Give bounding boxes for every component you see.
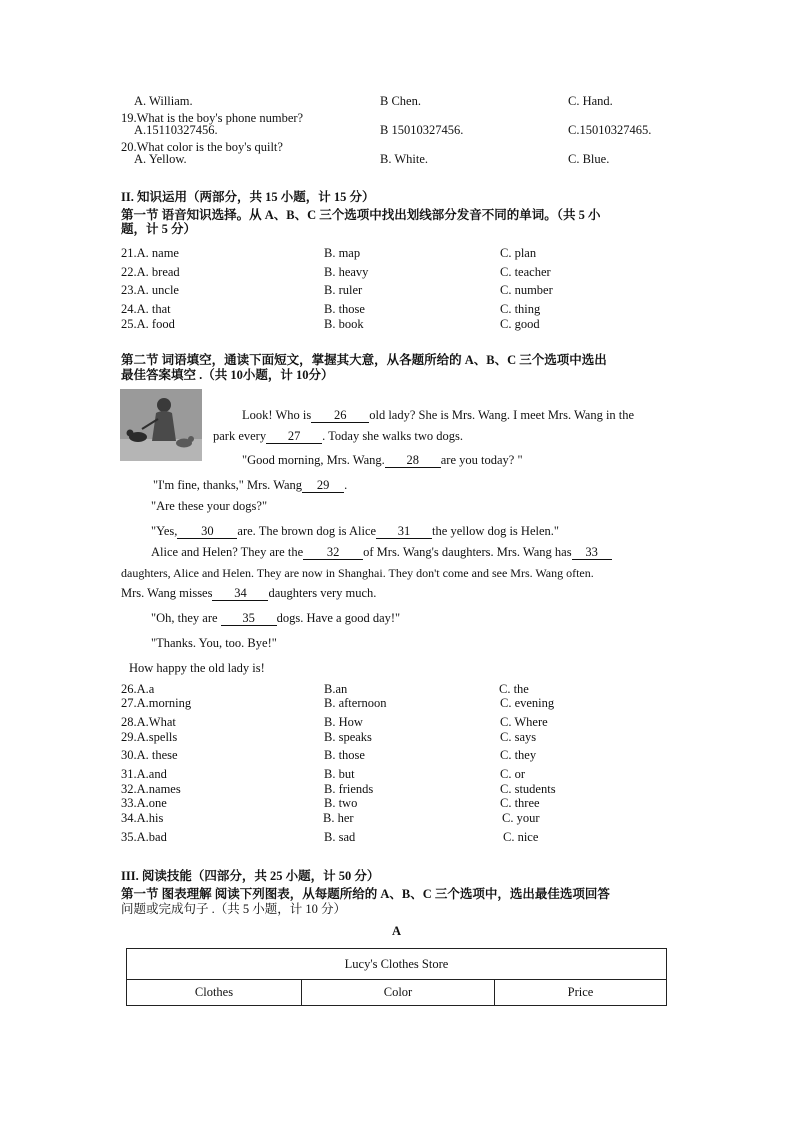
phonics-25-a: 25.A. food — [121, 317, 175, 331]
q18-option-a: A. William. — [134, 94, 193, 108]
phonics-24-a: 24.A. that — [121, 302, 171, 316]
q18-option-c: C. Hand. — [568, 94, 613, 108]
clothes-store-table — [126, 948, 667, 1006]
phonics-22-a: 22.A. bread — [121, 265, 180, 279]
passage-text: the yellow dog is Helen." — [432, 524, 559, 538]
passage-line-4 — [153, 478, 347, 493]
q20-option-b: B. White. — [380, 152, 429, 166]
blank-27: 27 — [266, 430, 322, 444]
cloze-27-a: 27.A.morning — [121, 696, 192, 710]
cloze-29-b: B. speaks — [324, 730, 372, 744]
part3-section1-text: 第一节 图表理解 阅读下列图表，从每题所给的 A、B、C 三个选项中，选出最佳选项回答 — [121, 887, 610, 901]
header-clothes: Clothes — [127, 980, 302, 1006]
cloze-31-a: 31.A.and — [121, 767, 167, 781]
phonics-21-c: C. plan — [500, 246, 537, 260]
cloze-29-c: C. says — [500, 730, 537, 744]
passage-a-label: A — [392, 924, 402, 938]
blank-34: 34 — [212, 587, 268, 601]
q19-option-a: A.15110327456. — [134, 123, 218, 137]
phonics-24-c: C. thing — [500, 302, 541, 316]
passage-text: dogs. Have a good day!" — [276, 611, 401, 625]
part3-heading: III. 阅读技能（四部分，共 25 小题，计 50 分） — [121, 869, 380, 883]
part3-section1-line1 — [121, 887, 610, 901]
passage-text: "Oh, they are — [151, 611, 221, 625]
passage-line-5: "Are these your dogs?" — [151, 499, 268, 513]
passage-line-1 — [242, 408, 634, 423]
part3-section1-line2: 问题或完成句子 .（共 5 小题，计 10 分） — [121, 902, 347, 916]
cloze-33-c: C. three — [500, 796, 540, 810]
cloze-26-b: B.an — [324, 682, 348, 696]
cloze-27-b: B. afternoon — [324, 696, 387, 710]
blank-32: 32 — [303, 546, 363, 560]
phonics-23-b: B. ruler — [324, 283, 363, 297]
cloze-35-a: 35.A.bad — [121, 830, 167, 844]
passage-text: park every — [213, 429, 267, 443]
q20-stem: 20.What color is the boy's quilt? — [121, 140, 283, 154]
cloze-33-b: B. two — [324, 796, 358, 810]
cloze-28-a: 28.A.What — [121, 715, 176, 729]
table-header-row — [127, 980, 667, 1006]
cloze-27-c: C. evening — [500, 696, 555, 710]
q19-option-c: C.15010327465. — [568, 123, 652, 137]
cloze-30-c: C. they — [500, 748, 537, 762]
phonics-24-b: B. those — [324, 302, 365, 316]
passage-text: of Mrs. Wang's daughters. Mrs. Wang has — [363, 545, 572, 559]
blank-33: 33 — [572, 546, 612, 560]
passage-text: Mrs. Wang misses — [121, 586, 213, 600]
q20-option-a: A. Yellow. — [134, 152, 187, 166]
passage-line-8: daughters, Alice and Helen. They are now in Shanghai. They don't come and see Mrs. Wang often. — [121, 566, 594, 580]
table-title: Lucy's Clothes Store — [127, 949, 667, 980]
cloze-34-b: B. her — [323, 811, 354, 825]
phonics-23-a: 23.A. uncle — [121, 283, 179, 297]
cloze-32-b: B. friends — [324, 782, 374, 796]
passage-line-2 — [213, 429, 463, 444]
blank-26: 26 — [311, 409, 369, 423]
cloze-29-a: 29.A.spells — [121, 730, 178, 744]
passage-line-9 — [121, 586, 376, 601]
passage-line-7 — [151, 545, 612, 560]
cloze-28-c: C. Where — [500, 715, 548, 729]
phonics-25-c: C. good — [500, 317, 540, 331]
cloze-35-c: C. nice — [503, 830, 539, 844]
cloze-26-a: 26.A.a — [121, 682, 155, 696]
cloze-31-b: B. but — [324, 767, 355, 781]
passage-line-12: How happy the old lady is! — [129, 661, 265, 675]
part2-section2-line1: 第二节 词语填空，通读下面短文，掌握其大意，从各题所给的 A、B、C 三个选项中选出 — [121, 353, 607, 367]
phonics-21-a: 21.A. name — [121, 246, 179, 260]
passage-text: "Yes, — [151, 524, 178, 538]
passage-text: "I'm fine, thanks," Mrs. Wang — [153, 478, 303, 492]
passage-line-10 — [151, 611, 400, 626]
passage-text: are you today? " — [440, 453, 523, 467]
part2-section1-line1: 第一节 语音知识选择。从 A、B、C 三个选项中找出划线部分发音不同的单词。（共 5 小 — [121, 208, 601, 222]
cloze-34-a: 34.A.his — [121, 811, 164, 825]
blank-31: 31 — [376, 525, 432, 539]
passage-text: . — [344, 478, 348, 492]
header-color: Color — [302, 980, 495, 1006]
cloze-35-b: B. sad — [324, 830, 356, 844]
blank-29: 29 — [302, 479, 344, 493]
old-lady-walking-dogs-image — [120, 389, 202, 461]
blank-28: 28 — [385, 454, 441, 468]
passage-text: daughters very much. — [268, 586, 377, 600]
phonics-21-b: B. map — [324, 246, 361, 260]
cloze-32-a: 32.A.names — [121, 782, 181, 796]
part2-section2-line2: 最佳答案填空 .（共 10小题，计 10分） — [121, 368, 334, 382]
header-price: Price — [495, 980, 667, 1006]
part2-section1-line2: 题，计 5 分） — [121, 222, 197, 236]
passage-line-11: "Thanks. You, too. Bye!" — [151, 636, 277, 650]
phonics-22-c: C. teacher — [500, 265, 551, 279]
cloze-32-c: C. students — [500, 782, 556, 796]
cloze-31-c: C. or — [500, 767, 525, 781]
cloze-34-c: C. your — [502, 811, 540, 825]
blank-30: 30 — [177, 525, 237, 539]
part2-heading: II. 知识运用（两部分，共 15 小题，计 15 分） — [121, 190, 375, 204]
q19-option-b: B 15010327456. — [380, 123, 464, 137]
q20-option-c: C. Blue. — [568, 152, 610, 166]
passage-text: Alice and Helen? They are the — [151, 545, 304, 559]
blank-35: 35 — [221, 612, 277, 626]
passage-text: Look! Who is — [242, 408, 312, 422]
cloze-26-c: C. the — [499, 682, 529, 696]
table-title-row — [127, 949, 667, 980]
phonics-22-b: B. heavy — [324, 265, 369, 279]
cloze-28-b: B. How — [324, 715, 363, 729]
passage-text: . Today she walks two dogs. — [322, 429, 464, 443]
cloze-33-a: 33.A.one — [121, 796, 167, 810]
phonics-23-c: C. number — [500, 283, 553, 297]
passage-text: are. The brown dog is Alice — [237, 524, 377, 538]
cloze-30-a: 30.A. these — [121, 748, 178, 762]
q19-stem: 19.What is the boy's phone number? — [121, 111, 304, 125]
passage-line-3 — [242, 453, 523, 468]
passage-text: "Good morning, Mrs. Wang. — [242, 453, 385, 467]
passage-line-6 — [151, 524, 559, 539]
q18-option-b: B Chen. — [380, 94, 421, 108]
phonics-25-b: B. book — [324, 317, 364, 331]
passage-text: old lady? She is Mrs. Wang. I meet Mrs. Wang in the — [369, 408, 635, 422]
cloze-30-b: B. those — [324, 748, 365, 762]
